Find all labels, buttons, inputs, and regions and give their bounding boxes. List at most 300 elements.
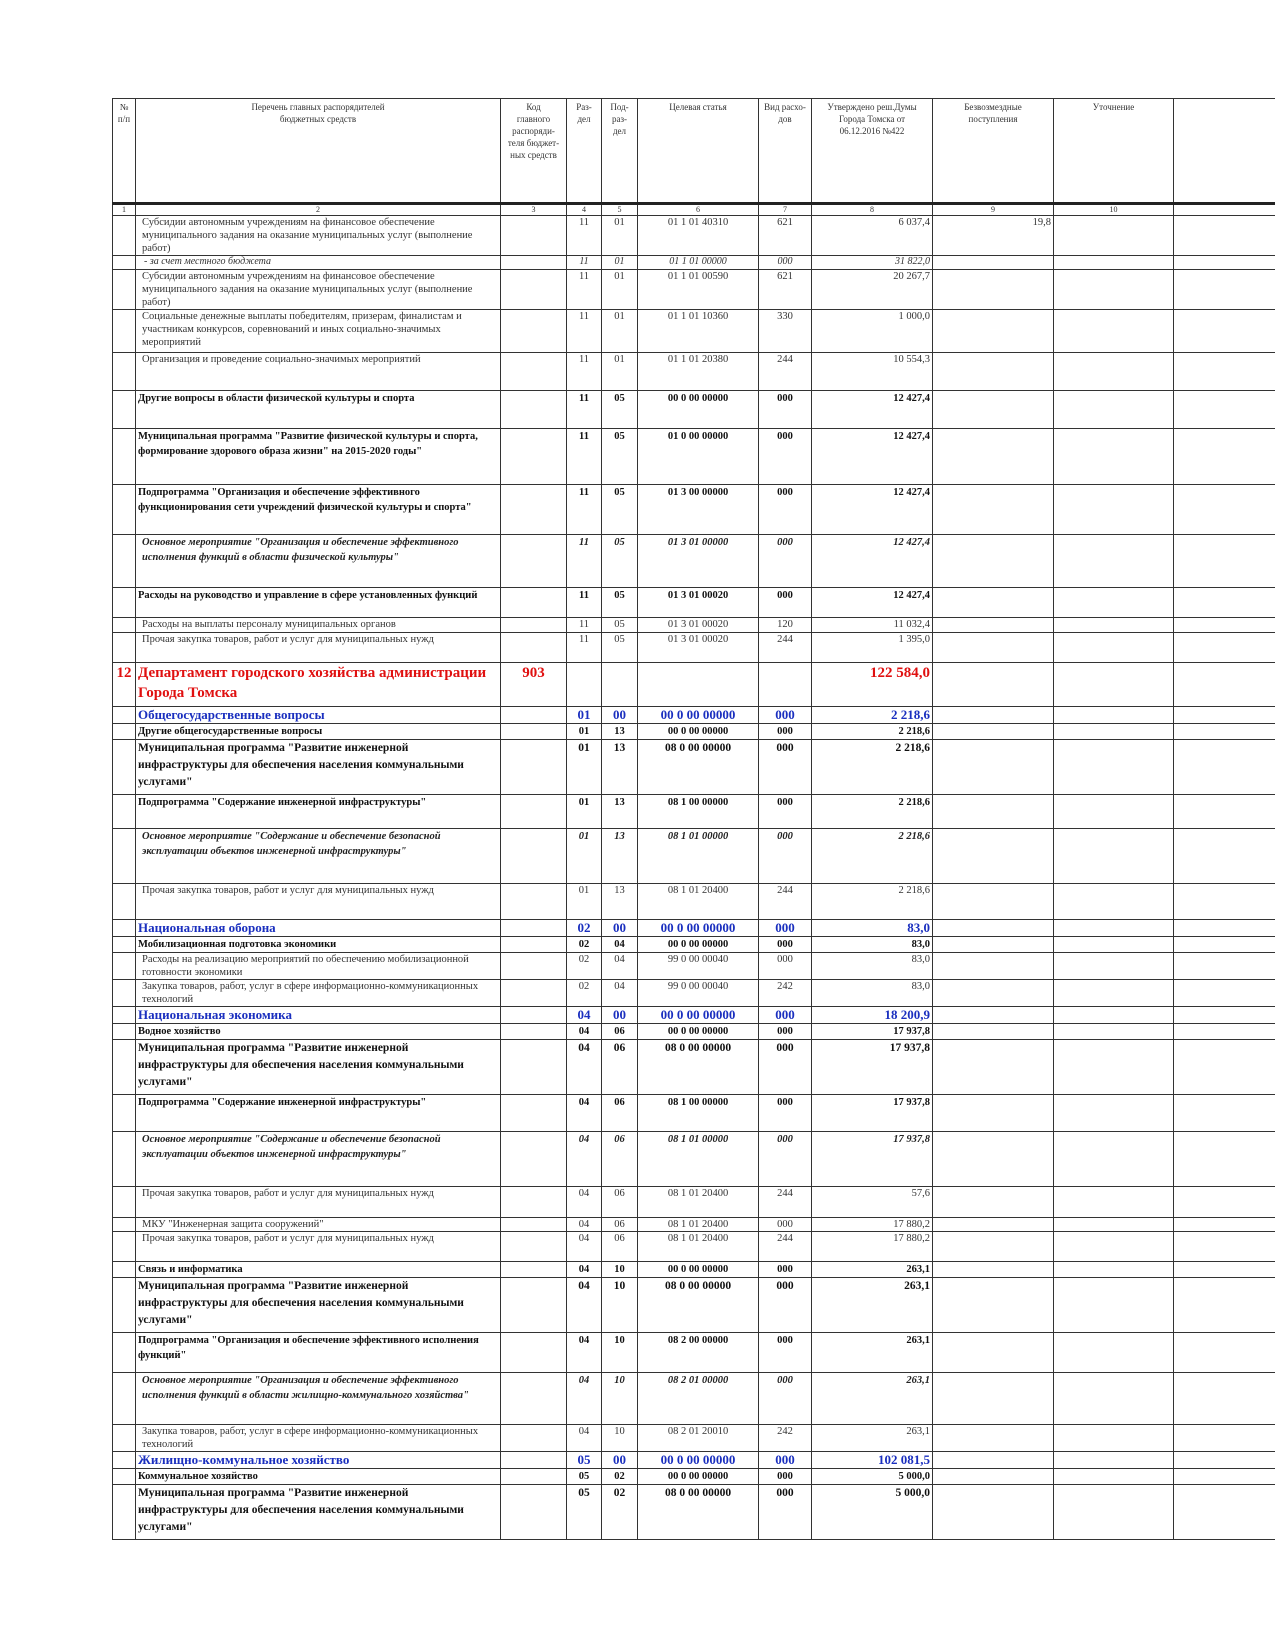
- row-refinement: [1054, 1187, 1174, 1218]
- row-admin-code: [501, 485, 567, 535]
- row-approved-sum: 83,0: [812, 920, 933, 937]
- row-extra: [1174, 310, 1275, 353]
- row-name: Подпрограмма "Организация и обеспечение эффективного функционирования сети учреждений физической культуры и спорта": [136, 485, 501, 535]
- row-expense-type: [759, 663, 812, 707]
- row-number: [113, 1373, 136, 1425]
- row-expense-type: 000: [759, 485, 812, 535]
- row-name: Прочая закупка товаров, работ и услуг для муниципальных нужд: [136, 1187, 501, 1218]
- row-approved-sum: 83,0: [812, 953, 933, 980]
- row-extra: [1174, 485, 1275, 535]
- row-name: Основное мероприятие "Содержание и обеспечение безопасной эксплуатации объектов инженерной инфраструктуры": [136, 829, 501, 884]
- row-extra: [1174, 588, 1275, 618]
- row-section: 02: [567, 920, 602, 937]
- row-expense-type: 000: [759, 1024, 812, 1040]
- row-number: [113, 1218, 136, 1232]
- row-expense-type: 000: [759, 429, 812, 485]
- table-row: [113, 1232, 1275, 1262]
- row-expense-type: 000: [759, 1095, 812, 1132]
- row-refinement: [1054, 1007, 1174, 1024]
- row-admin-code: [501, 1218, 567, 1232]
- row-admin-code: [501, 1024, 567, 1040]
- row-number: [113, 216, 136, 256]
- row-expense-type: 000: [759, 391, 812, 429]
- row-number: [113, 1469, 136, 1485]
- row-number: [113, 429, 136, 485]
- row-expense-type: 000: [759, 1218, 812, 1232]
- table-row: [113, 633, 1275, 663]
- row-approved-sum: 12 427,4: [812, 391, 933, 429]
- row-target-article: 00 0 00 00000: [638, 937, 759, 953]
- row-refinement: [1054, 1469, 1174, 1485]
- row-approved-sum: 2 218,6: [812, 829, 933, 884]
- row-target-article: 08 1 01 20400: [638, 1218, 759, 1232]
- row-refinement: [1054, 1485, 1174, 1540]
- row-approved-sum: 11 032,4: [812, 618, 933, 633]
- row-admin-code: [501, 1469, 567, 1485]
- row-target-article: 08 2 00 00000: [638, 1333, 759, 1373]
- row-target-article: 01 1 01 10360: [638, 310, 759, 353]
- row-section: 04: [567, 1232, 602, 1262]
- row-section: 04: [567, 1095, 602, 1132]
- col-number-extra: [1174, 204, 1275, 216]
- row-name: Подпрограмма "Организация и обеспечение эффективного исполнения функций": [136, 1333, 501, 1373]
- row-expense-type: 244: [759, 1232, 812, 1262]
- row-target-article: 08 1 00 00000: [638, 1095, 759, 1132]
- row-extra: [1174, 1278, 1275, 1333]
- row-approved-sum: 263,1: [812, 1278, 933, 1333]
- row-section: 04: [567, 1218, 602, 1232]
- row-refinement: [1054, 937, 1174, 953]
- row-section: 04: [567, 1425, 602, 1452]
- row-subsection: 13: [602, 724, 638, 740]
- row-expense-type: 330: [759, 310, 812, 353]
- row-free-receipts: 19,8: [933, 216, 1054, 256]
- row-admin-code: [501, 216, 567, 256]
- row-expense-type: 244: [759, 884, 812, 920]
- row-approved-sum: 2 218,6: [812, 707, 933, 724]
- row-section: 02: [567, 953, 602, 980]
- row-approved-sum: 83,0: [812, 980, 933, 1007]
- row-free-receipts: [933, 980, 1054, 1007]
- row-free-receipts: [933, 1218, 1054, 1232]
- row-free-receipts: [933, 920, 1054, 937]
- row-free-receipts: [933, 353, 1054, 391]
- row-approved-sum: 2 218,6: [812, 740, 933, 795]
- row-refinement: [1054, 310, 1174, 353]
- row-section: 11: [567, 429, 602, 485]
- col-number: 6: [638, 204, 759, 216]
- row-name: Организация и проведение социально-значимых мероприятий: [136, 353, 501, 391]
- row-free-receipts: [933, 1040, 1054, 1095]
- col-number: 2: [136, 204, 501, 216]
- row-free-receipts: [933, 1132, 1054, 1187]
- row-refinement: [1054, 884, 1174, 920]
- table-row: [113, 1485, 1275, 1540]
- row-approved-sum: 263,1: [812, 1425, 933, 1452]
- row-target-article: 99 0 00 00040: [638, 980, 759, 1007]
- row-refinement: [1054, 633, 1174, 663]
- row-name: Водное хозяйство: [136, 1024, 501, 1040]
- row-target-article: 01 3 01 00020: [638, 618, 759, 633]
- row-approved-sum: 12 427,4: [812, 429, 933, 485]
- row-number: [113, 1187, 136, 1218]
- row-free-receipts: [933, 884, 1054, 920]
- row-extra: [1174, 1095, 1275, 1132]
- row-number: [113, 920, 136, 937]
- row-free-receipts: [933, 256, 1054, 270]
- row-number: [113, 1132, 136, 1187]
- table-row: [113, 740, 1275, 795]
- row-extra: [1174, 633, 1275, 663]
- row-admin-code: [501, 1425, 567, 1452]
- row-approved-sum: 122 584,0: [812, 663, 933, 707]
- row-admin-code: [501, 391, 567, 429]
- row-refinement: [1054, 953, 1174, 980]
- table-row: [113, 270, 1275, 310]
- row-approved-sum: 12 427,4: [812, 535, 933, 588]
- col-number: 9: [933, 204, 1054, 216]
- row-admin-code: [501, 937, 567, 953]
- row-approved-sum: 263,1: [812, 1262, 933, 1278]
- row-section: 04: [567, 1024, 602, 1040]
- col-header-code: Код главного распоряди- теля бюджет- ных средств: [501, 99, 567, 204]
- row-extra: [1174, 980, 1275, 1007]
- row-expense-type: 000: [759, 1132, 812, 1187]
- row-section: 11: [567, 588, 602, 618]
- row-section: 05: [567, 1485, 602, 1540]
- row-free-receipts: [933, 1187, 1054, 1218]
- row-admin-code: [501, 429, 567, 485]
- row-name: Прочая закупка товаров, работ и услуг для муниципальных нужд: [136, 633, 501, 663]
- row-target-article: 08 1 01 00000: [638, 829, 759, 884]
- table-row: [113, 535, 1275, 588]
- row-admin-code: [501, 588, 567, 618]
- table-row: [113, 588, 1275, 618]
- row-target-article: 00 0 00 00000: [638, 1452, 759, 1469]
- table-row: [113, 1262, 1275, 1278]
- row-expense-type: 621: [759, 270, 812, 310]
- col-number: 5: [602, 204, 638, 216]
- budget-table: [112, 98, 1275, 1540]
- row-section: 04: [567, 1132, 602, 1187]
- row-subsection: 13: [602, 795, 638, 829]
- row-expense-type: 244: [759, 633, 812, 663]
- row-expense-type: 000: [759, 256, 812, 270]
- row-subsection: 05: [602, 535, 638, 588]
- row-refinement: [1054, 663, 1174, 707]
- row-approved-sum: 83,0: [812, 937, 933, 953]
- row-name: Другие общегосударственные вопросы: [136, 724, 501, 740]
- row-free-receipts: [933, 1007, 1054, 1024]
- row-number: [113, 1024, 136, 1040]
- row-free-receipts: [933, 795, 1054, 829]
- row-section: 11: [567, 353, 602, 391]
- row-approved-sum: 17 937,8: [812, 1095, 933, 1132]
- row-number: [113, 391, 136, 429]
- row-expense-type: 000: [759, 1262, 812, 1278]
- row-free-receipts: [933, 663, 1054, 707]
- row-subsection: 02: [602, 1469, 638, 1485]
- row-section: 11: [567, 618, 602, 633]
- row-name: Связь и информатика: [136, 1262, 501, 1278]
- row-number: [113, 256, 136, 270]
- row-number: [113, 937, 136, 953]
- row-section: 11: [567, 633, 602, 663]
- row-admin-code: [501, 1132, 567, 1187]
- col-header-name: Перечень главных распорядителей бюджетных средств: [136, 99, 501, 204]
- row-extra: [1174, 1425, 1275, 1452]
- table-row: [113, 953, 1275, 980]
- row-section: 05: [567, 1452, 602, 1469]
- row-approved-sum: 263,1: [812, 1333, 933, 1373]
- row-admin-code: [501, 1278, 567, 1333]
- row-approved-sum: 6 037,4: [812, 216, 933, 256]
- row-admin-code: [501, 1095, 567, 1132]
- row-free-receipts: [933, 1469, 1054, 1485]
- row-name: Основное мероприятие "Содержание и обеспечение безопасной эксплуатации объектов инженерной инфраструктуры": [136, 1132, 501, 1187]
- row-free-receipts: [933, 829, 1054, 884]
- row-subsection: [602, 663, 638, 707]
- row-subsection: 04: [602, 980, 638, 1007]
- row-number: [113, 310, 136, 353]
- row-extra: [1174, 1452, 1275, 1469]
- col-number: 1: [113, 204, 136, 216]
- row-section: 04: [567, 1040, 602, 1095]
- row-refinement: [1054, 256, 1174, 270]
- row-subsection: 02: [602, 1485, 638, 1540]
- row-number: [113, 795, 136, 829]
- row-approved-sum: 10 554,3: [812, 353, 933, 391]
- row-admin-code: [501, 884, 567, 920]
- row-extra: [1174, 535, 1275, 588]
- row-refinement: [1054, 707, 1174, 724]
- row-subsection: 01: [602, 216, 638, 256]
- row-admin-code: [501, 633, 567, 663]
- row-name: Муниципальная программа "Развитие инженерной инфраструктуры для обеспечения населения коммунальными услугами": [136, 740, 501, 795]
- row-refinement: [1054, 1278, 1174, 1333]
- row-admin-code: [501, 535, 567, 588]
- row-name: Национальная оборона: [136, 920, 501, 937]
- table-row: [113, 920, 1275, 937]
- row-target-article: 00 0 00 00000: [638, 1024, 759, 1040]
- table-row: [113, 1425, 1275, 1452]
- row-expense-type: 242: [759, 980, 812, 1007]
- row-target-article: 01 0 00 00000: [638, 429, 759, 485]
- row-expense-type: 120: [759, 618, 812, 633]
- row-refinement: [1054, 216, 1174, 256]
- row-number: [113, 353, 136, 391]
- row-expense-type: 000: [759, 740, 812, 795]
- row-extra: [1174, 920, 1275, 937]
- table-row: [113, 1373, 1275, 1425]
- row-subsection: 13: [602, 740, 638, 795]
- row-subsection: 05: [602, 633, 638, 663]
- row-approved-sum: 5 000,0: [812, 1469, 933, 1485]
- row-name: Муниципальная программа "Развитие физической культуры и спорта, формирование здорового образа жизни" на 2015-2020 годы": [136, 429, 501, 485]
- row-free-receipts: [933, 391, 1054, 429]
- row-expense-type: 000: [759, 829, 812, 884]
- row-extra: [1174, 256, 1275, 270]
- row-expense-type: 000: [759, 1452, 812, 1469]
- row-refinement: [1054, 485, 1174, 535]
- row-refinement: [1054, 1452, 1174, 1469]
- col-header-extra: [1174, 99, 1275, 204]
- row-approved-sum: 17 937,8: [812, 1132, 933, 1187]
- row-name: Основное мероприятие "Организация и обеспечение эффективного исполнения функций в области физической культуры": [136, 535, 501, 588]
- row-extra: [1174, 270, 1275, 310]
- row-subsection: 01: [602, 270, 638, 310]
- row-refinement: [1054, 1132, 1174, 1187]
- row-subsection: 01: [602, 310, 638, 353]
- row-target-article: 01 3 01 00020: [638, 588, 759, 618]
- row-section: 11: [567, 310, 602, 353]
- row-expense-type: 000: [759, 1469, 812, 1485]
- row-section: 01: [567, 740, 602, 795]
- row-subsection: 10: [602, 1333, 638, 1373]
- table-row: [113, 1452, 1275, 1469]
- col-number: 3: [501, 204, 567, 216]
- row-refinement: [1054, 829, 1174, 884]
- row-free-receipts: [933, 588, 1054, 618]
- table-row: [113, 829, 1275, 884]
- row-admin-code: [501, 953, 567, 980]
- row-section: 04: [567, 1373, 602, 1425]
- row-free-receipts: [933, 1095, 1054, 1132]
- row-target-article: 08 0 00 00000: [638, 1485, 759, 1540]
- col-header-free-receipts: Безвозмездные поступления: [933, 99, 1054, 204]
- row-name: Коммунальное хозяйство: [136, 1469, 501, 1485]
- row-expense-type: 000: [759, 724, 812, 740]
- row-expense-type: 000: [759, 1278, 812, 1333]
- row-section: 04: [567, 1187, 602, 1218]
- row-refinement: [1054, 920, 1174, 937]
- col-number: 8: [812, 204, 933, 216]
- row-refinement: [1054, 1040, 1174, 1095]
- row-approved-sum: 57,6: [812, 1187, 933, 1218]
- row-refinement: [1054, 1373, 1174, 1425]
- row-section: 11: [567, 256, 602, 270]
- row-free-receipts: [933, 270, 1054, 310]
- row-subsection: 04: [602, 953, 638, 980]
- row-target-article: 00 0 00 00000: [638, 707, 759, 724]
- row-name: Департамент городского хозяйства администрации Города Томска: [136, 663, 501, 707]
- table-row: [113, 310, 1275, 353]
- col-number: 7: [759, 204, 812, 216]
- col-header-section: Раз- дел: [567, 99, 602, 204]
- row-refinement: [1054, 795, 1174, 829]
- table-row: [113, 1007, 1275, 1024]
- table-row: [113, 884, 1275, 920]
- row-admin-code: [501, 829, 567, 884]
- row-extra: [1174, 216, 1275, 256]
- row-refinement: [1054, 1425, 1174, 1452]
- col-number: 10: [1054, 204, 1174, 216]
- row-refinement: [1054, 1095, 1174, 1132]
- row-approved-sum: 31 822,0: [812, 256, 933, 270]
- row-extra: [1174, 1333, 1275, 1373]
- row-approved-sum: 17 937,8: [812, 1024, 933, 1040]
- row-refinement: [1054, 429, 1174, 485]
- row-admin-code: [501, 724, 567, 740]
- row-number: [113, 829, 136, 884]
- row-target-article: 08 1 01 00000: [638, 1132, 759, 1187]
- row-target-article: 08 2 01 20010: [638, 1425, 759, 1452]
- row-number: [113, 1452, 136, 1469]
- row-target-article: 01 3 01 00020: [638, 633, 759, 663]
- row-subsection: 05: [602, 485, 638, 535]
- row-expense-type: 242: [759, 1425, 812, 1452]
- row-subsection: 13: [602, 884, 638, 920]
- row-subsection: 10: [602, 1278, 638, 1333]
- row-subsection: 00: [602, 920, 638, 937]
- row-target-article: 01 1 01 00000: [638, 256, 759, 270]
- table-row: [113, 1040, 1275, 1095]
- row-extra: [1174, 1132, 1275, 1187]
- row-extra: [1174, 707, 1275, 724]
- row-name: Подпрограмма "Содержание инженерной инфраструктуры": [136, 795, 501, 829]
- col-header-subsection: Под- раз- дел: [602, 99, 638, 204]
- row-name: Муниципальная программа "Развитие инженерной инфраструктуры для обеспечения населения коммунальными услугами": [136, 1485, 501, 1540]
- row-target-article: 01 3 01 00000: [638, 535, 759, 588]
- row-free-receipts: [933, 740, 1054, 795]
- row-number: [113, 1333, 136, 1373]
- row-subsection: 13: [602, 829, 638, 884]
- row-section: 02: [567, 980, 602, 1007]
- table-row: [113, 1024, 1275, 1040]
- row-free-receipts: [933, 1425, 1054, 1452]
- row-approved-sum: 263,1: [812, 1373, 933, 1425]
- row-section: [567, 663, 602, 707]
- table-row: [113, 1132, 1275, 1187]
- row-extra: [1174, 1007, 1275, 1024]
- row-admin-code: [501, 1373, 567, 1425]
- row-admin-code: [501, 1262, 567, 1278]
- row-extra: [1174, 1218, 1275, 1232]
- row-free-receipts: [933, 618, 1054, 633]
- row-admin-code: [501, 920, 567, 937]
- header-row: [113, 99, 1275, 204]
- row-admin-code: [501, 1007, 567, 1024]
- row-approved-sum: 20 267,7: [812, 270, 933, 310]
- row-subsection: 00: [602, 1007, 638, 1024]
- row-extra: [1174, 1024, 1275, 1040]
- row-admin-code: [501, 740, 567, 795]
- row-target-article: 08 1 00 00000: [638, 795, 759, 829]
- row-refinement: [1054, 724, 1174, 740]
- row-free-receipts: [933, 1278, 1054, 1333]
- row-free-receipts: [933, 485, 1054, 535]
- row-refinement: [1054, 1262, 1174, 1278]
- row-extra: [1174, 937, 1275, 953]
- row-section: 05: [567, 1469, 602, 1485]
- row-extra: [1174, 1373, 1275, 1425]
- row-extra: [1174, 663, 1275, 707]
- row-approved-sum: 102 081,5: [812, 1452, 933, 1469]
- row-number: [113, 485, 136, 535]
- row-target-article: [638, 663, 759, 707]
- row-free-receipts: [933, 429, 1054, 485]
- row-section: 04: [567, 1278, 602, 1333]
- row-section: 11: [567, 216, 602, 256]
- row-section: 04: [567, 1007, 602, 1024]
- row-extra: [1174, 829, 1275, 884]
- table-row: [113, 1469, 1275, 1485]
- row-approved-sum: 12 427,4: [812, 485, 933, 535]
- row-expense-type: 000: [759, 1373, 812, 1425]
- row-name: Прочая закупка товаров, работ и услуг для муниципальных нужд: [136, 1232, 501, 1262]
- row-section: 04: [567, 1333, 602, 1373]
- row-admin-code: [501, 310, 567, 353]
